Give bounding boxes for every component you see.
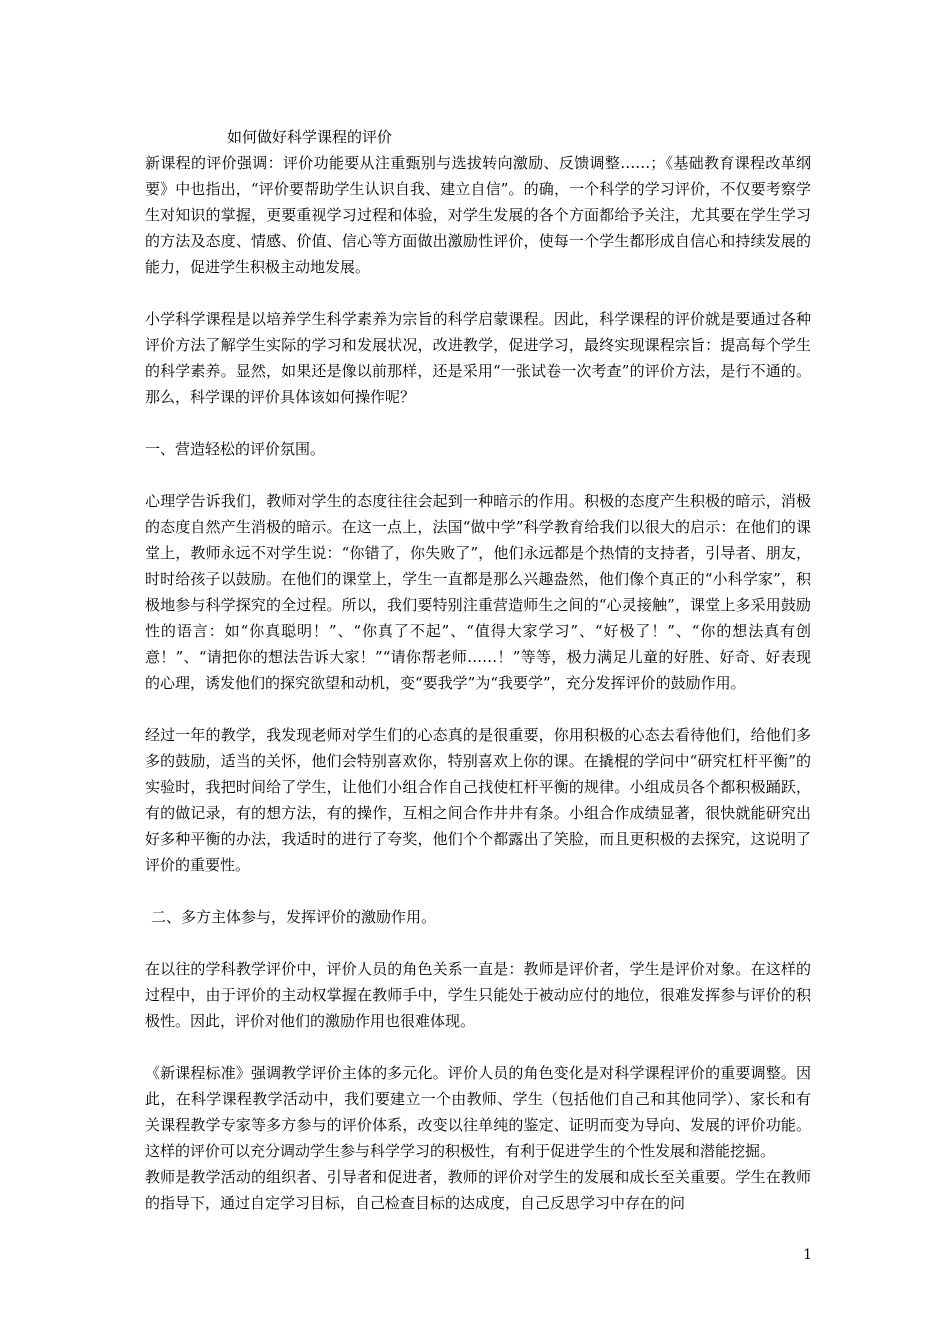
paragraph-spacer: [145, 462, 811, 488]
paragraph-spacer: [145, 280, 811, 306]
paragraph-psychology: 心理学告诉我们，教师对学生的态度往往会起到一种暗示的作用。积极的态度产生积极的暗示，消极的态度自然产生消极的暗示。在这一点上，法国“做中学”科学教育给我们以很大的启示：在他们的课堂上，教师永远不对学生说：“你错了，你失败了”，他们永远都是个热情的支持者，引导者、朋友，时时给孩子以鼓励。在他们的课堂上，学生一直都是那么兴趣盎然，他们像个真正的“小科学家”，积极地参与科学探究的全过程。所以，我们要特别注重营造师生之间的“心灵接触”，课堂上多采用鼓励性的语言：如“你真聪明！”、“你真了不起”、“值得大家学习”、“好极了！”、“你的想法真有创意！”、“请把你的想法告诉大家！”“请你帮老师……！”等等，极力满足儿童的好胜、好奇、好表现的心理，诱发他们的探究欲望和动机，变“要我学”为“我要学”，充分发挥评价的鼓励作用。: [145, 492, 811, 692]
paragraph-traditional-evaluation: 在以往的学科教学评价中，评价人员的角色关系一直是：教师是评价者，学生是评价对象。在这样的过程中，由于评价的主动权掌握在教师手中，学生只能处于被动应付的地位，很难发挥参与评价的积极性。因此，评价对他们的激励作用也很难体现。: [145, 960, 811, 1030]
paragraph-new-standard: 《新课程标准》强调教学评价主体的多元化。评价人员的角色变化是对科学课程评价的重要调整。因此，在科学课程教学活动中，我们要建立一个由教师、学生（包括他们自己和其他同学）、家长和有关课程教学专家等多方参与的评价体系，改变以往单纯的鉴定、证明而变为导向、发展的评价功能。这样的评价可以充分调动学生参与科学学习的积极性，有利于促进学生的个性发展和潜能挖掘。: [145, 1064, 811, 1160]
section-heading-2: 二、多方主体参与，发挥评价的激励作用。: [151, 908, 437, 926]
paragraph-teacher-role: 教师是教学活动的组织者、引导者和促进者，教师的评价对学生的发展和成长至关重要。学生在教师的指导下，通过自定学习目标，自己检查目标的达成度，自己反思学习中存在的问: [145, 1168, 811, 1212]
paragraph-teaching-experience: 经过一年的教学，我发现老师对学生们的心态真的是很重要，你用积极的心态去看待他们，给他们多多的鼓励，适当的关怀，他们会特别喜欢你，特别喜欢上你的课。在撬棍的学问中“研究杠杆平衡”的实验时，我把时间给了学生，让他们小组合作自己找使杠杆平衡的规律。小组成员各个都积极踊跃，有的做记录，有的想方法，有的操作，互相之间合作井井有条。小组合作成绩显著，很快就能研究出好多种平衡的办法，我适时的进行了夸奖，他们个个都露出了笑脸，而且更积极的去探究，这说明了评价的重要性。: [145, 726, 811, 874]
section-heading-1: 一、营造轻松的评价氛围。: [145, 440, 326, 458]
document-title: 如何做好科学课程的评价: [227, 128, 393, 146]
paragraph-spacer: [145, 1034, 811, 1060]
paragraph-spacer: [145, 930, 811, 956]
paragraph-spacer: [145, 878, 811, 904]
paragraph-intro: 新课程的评价强调：评价功能要从注重甄别与选拔转向激励、反馈调整……；《基础教育课程改革纲要》中也指出，“评价要帮助学生认识自我、建立自信”。的确，一个科学的学习评价，不仅要考察学生对知识的掌握，更要重视学习过程和体验，对学生发展的各个方面都给予关注，尤其要在学生学习的方法及态度、情感、价值、信心等方面做出激励性评价，使每一个学生都形成自信心和持续发展的能力，促进学生积极主动地发展。: [145, 154, 811, 276]
paragraph-spacer: [145, 410, 811, 436]
document-body: [145, 124, 811, 1216]
paragraph-course-purpose: 小学科学课程是以培养学生科学素养为宗旨的科学启蒙课程。因此，科学课程的评价就是要通过各种评价方法了解学生实际的学习和发展状况，改进教学，促进学习，最终实现课程宗旨：提高每个学生的科学素养。显然，如果还是像以前那样，还是采用“一张试卷一次考查”的评价方法，是行不通的。那么，科学课的评价具体该如何操作呢？: [145, 310, 811, 406]
paragraph-spacer: [145, 696, 811, 722]
page-number: 1: [803, 1247, 812, 1263]
